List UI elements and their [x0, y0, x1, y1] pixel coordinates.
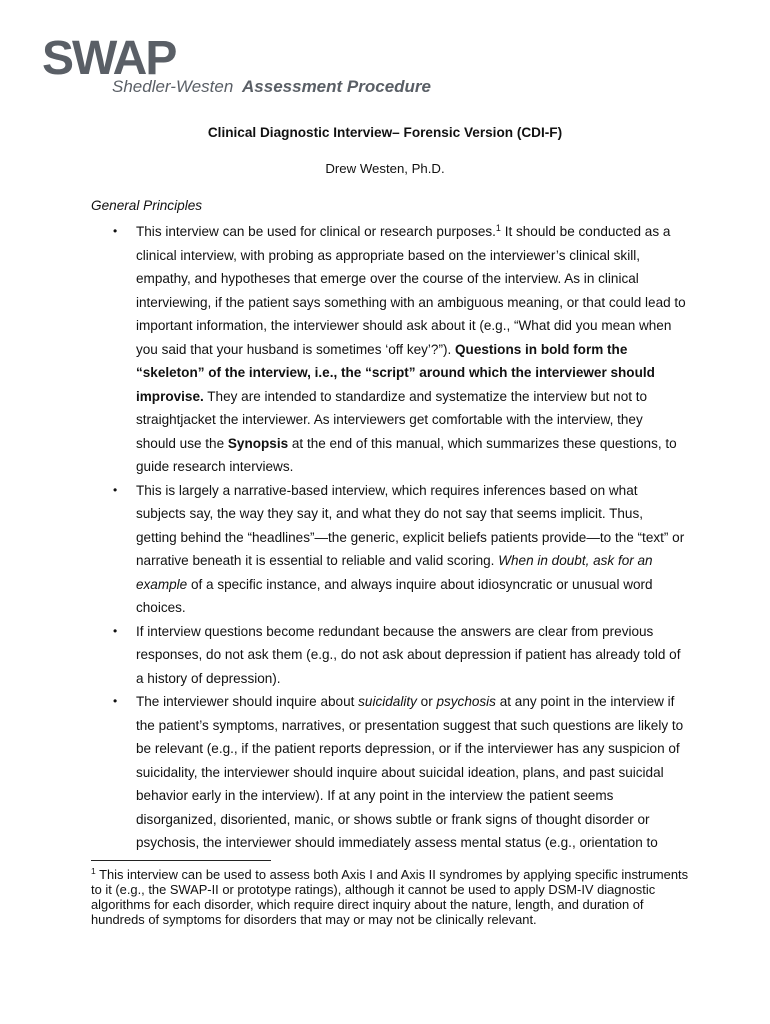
bullet-dot-icon: • — [113, 623, 118, 638]
swap-logo — [40, 30, 431, 100]
footnote — [91, 867, 691, 927]
bullet-dot-icon: • — [113, 482, 118, 497]
principle-bullet — [0, 690, 686, 855]
svg-text:Shedler-Westen Assessmen — [112, 77, 431, 96]
body-text: It should be conducted as a clinical interview, with probing as appropriate based on the interviewer’s clinical skill, empathy, and hypotheses that emerge over the course of the interview. As in clinical interviewing, if the patient says something with an ambiguous meaning, or that could lead to important information, the interviewer should ask about it (e.g., “What did you mean when you said that your husband is sometimes ‘off key’?”). — [136, 224, 686, 357]
body-text: They are intended to standardize and systematize the interview but not to straightjacket the interviewer. As interviewers get comfortable with the interview, they should use the — [136, 388, 648, 451]
principle-bullet — [0, 220, 686, 479]
footnote-divider — [91, 860, 271, 861]
footnote-marker: 1 — [91, 866, 96, 876]
principle-bullet — [0, 620, 686, 691]
logo-tagline-light: Shedler-Westen — [112, 77, 234, 96]
body-text: If interview questions become redundant because the answers are clear from previous responses, do not ask them (e.g., do not ask about depression if patient has already told of a history of depression). — [136, 623, 681, 686]
document-author: Drew Westen, Ph.D. — [325, 161, 445, 176]
body-text: at any point in the interview if the patient’s symptoms, narratives, or presentation suggest that such questions are likely to be relevant (e.g., if the patient reports depression, or if the interviewer has any suspicion of suicidality, the interviewer should inquire about suicidal ideation, plans, and past suicidal behavior early in the interview). If at any point in the interview the patient seems disorganized, disoriented, manic, or shows subtle or frank signs of thought disorder or psychosis, the interviewer should immediately assess mental status (e.g., orientation to — [136, 694, 684, 850]
bullet-dot-icon: • — [113, 694, 118, 708]
body-text: or — [416, 694, 437, 709]
italic-text: suicidality — [358, 694, 417, 709]
body-text: This is largely a narrative-based interview, which requires inferences based on what subjects say, the way they say it, and what they do not say that seems implicit. Thus, getting behind the “headlines”—the generic, explicit beliefs patients provide—to the “text” or narrative beneath it is essential to reliable and valid scoring. — [136, 482, 685, 568]
bold-text: Synopsis — [227, 435, 289, 451]
bold-text: Questions in bold form the “skeleton” of the interview, i.e., the “script” around which the interviewer should improvise. — [136, 341, 655, 404]
logo-wordmark: SWAP — [42, 32, 176, 85]
body-text: of a specific instance, and always inquire about idiosyncratic or unusual word choices. — [136, 576, 653, 615]
logo-tagline-bold: Assessment Procedure — [242, 77, 431, 96]
footnote-text: This interview can be used to assess both Axis I and Axis II syndromes by applying specific instruments to it (e.g., the SWAP-II or prototype ratings), although it cannot be used to apply DSM-IV diagnostic algorithms for each disorder, which require direct inquiry about the nature, length, and duration of hundreds of symptoms for disorders that may or may not be clinically relevant. — [91, 867, 689, 927]
footnote-reference: 1 — [495, 223, 501, 233]
italic-text: psychosis — [436, 694, 496, 709]
section-heading: General Principles — [91, 198, 203, 213]
principles-list — [0, 220, 770, 855]
principle-bullet — [0, 479, 686, 620]
bullet-dot-icon: • — [113, 224, 118, 238]
body-text: at the end of this manual, which summarizes these questions, to guide research interviews. — [136, 435, 677, 474]
body-text: This interview can be used for clinical or research purposes. — [136, 224, 496, 239]
document-title: Clinical Diagnostic Interview– Forensic Version (CDI-F) — [207, 125, 563, 140]
italic-text: When in doubt, ask for an example — [136, 553, 653, 592]
body-text: The interviewer should inquire about — [136, 694, 359, 709]
